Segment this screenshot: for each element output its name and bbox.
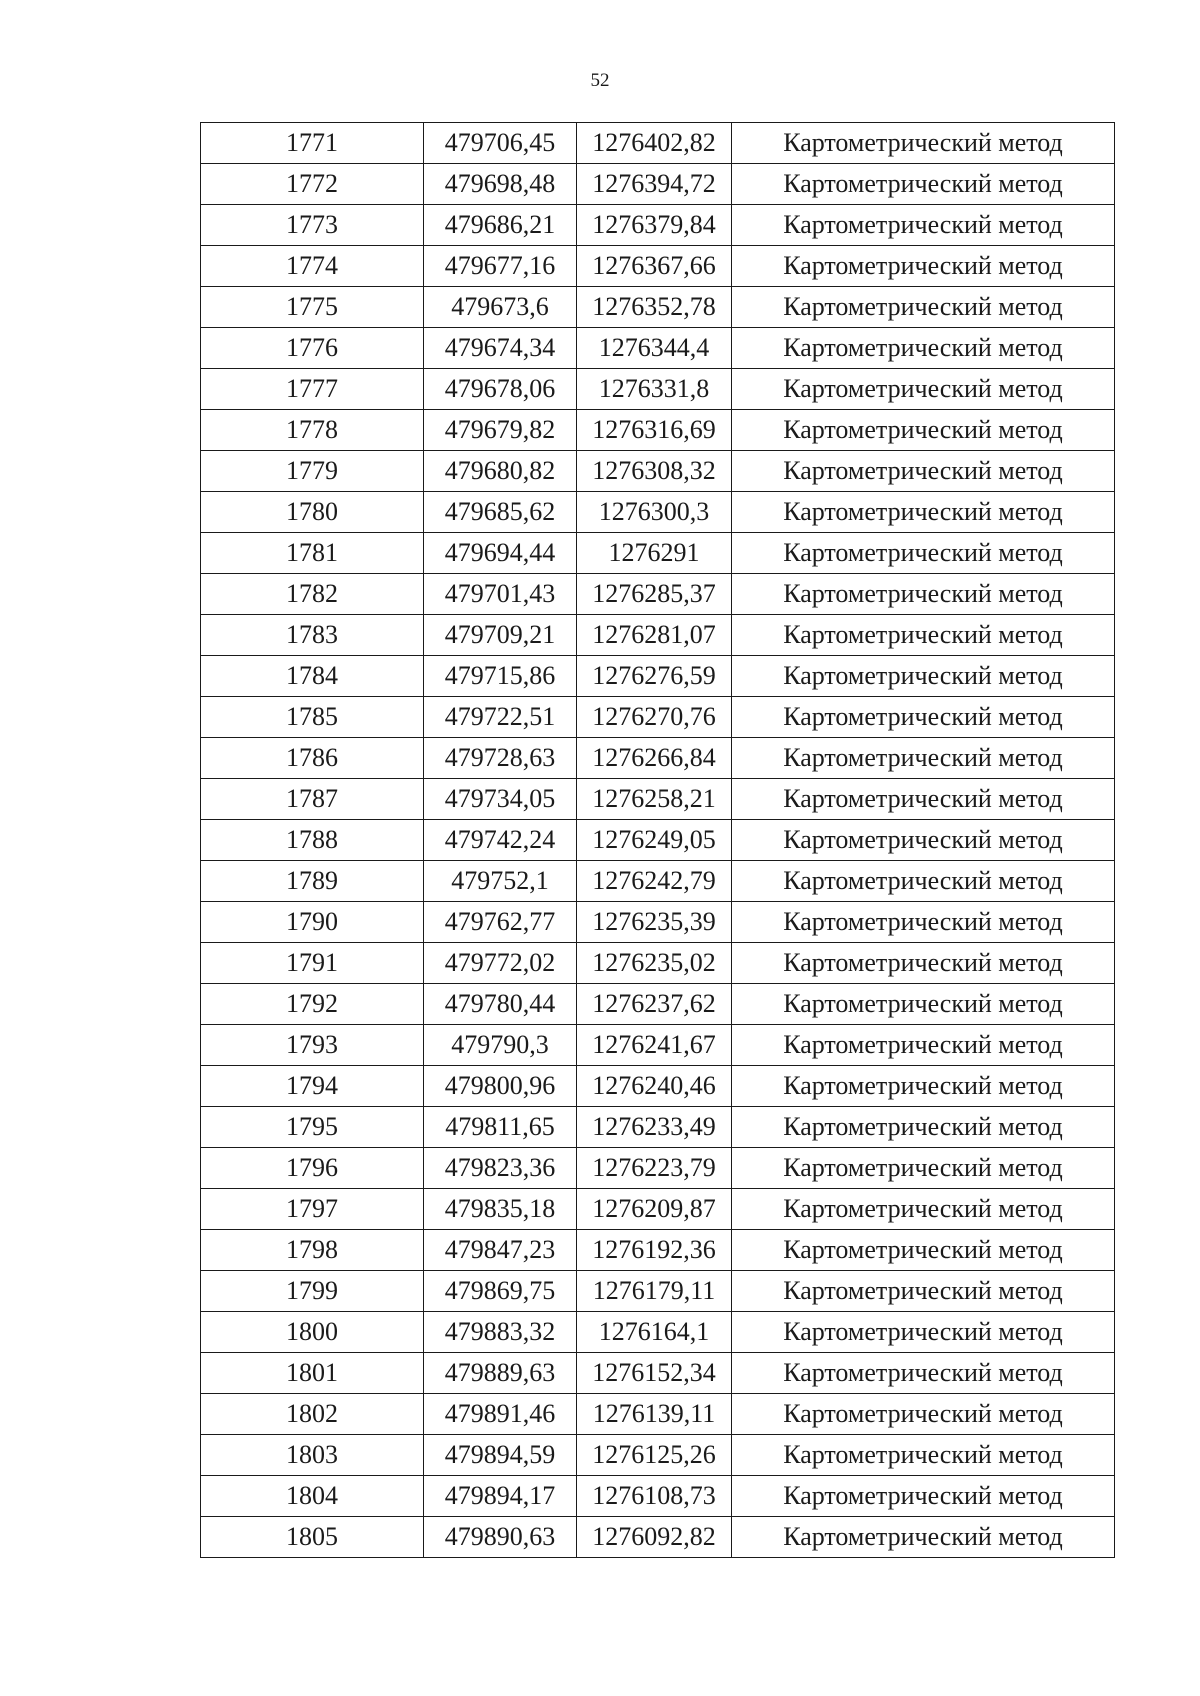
table-row — [201, 1271, 1115, 1312]
method-cell: Картометрический метод — [732, 1435, 1115, 1476]
table-row — [201, 1148, 1115, 1189]
point-number-cell: 1800 — [201, 1312, 424, 1353]
point-number-cell: 1781 — [201, 533, 424, 574]
table-row — [201, 984, 1115, 1025]
point-number-cell: 1797 — [201, 1189, 424, 1230]
point-number-cell: 1785 — [201, 697, 424, 738]
table-row — [201, 861, 1115, 902]
method-cell: Картометрический метод — [732, 943, 1115, 984]
y-coordinate-cell: 1276285,37 — [577, 574, 732, 615]
y-coordinate-cell: 1276237,62 — [577, 984, 732, 1025]
method-cell: Картометрический метод — [732, 1107, 1115, 1148]
point-number-cell: 1803 — [201, 1435, 424, 1476]
table-row — [201, 1476, 1115, 1517]
x-coordinate-cell: 479883,32 — [424, 1312, 577, 1353]
method-cell: Картометрический метод — [732, 861, 1115, 902]
table-row — [201, 287, 1115, 328]
x-coordinate-cell: 479780,44 — [424, 984, 577, 1025]
table-row — [201, 246, 1115, 287]
table-row — [201, 164, 1115, 205]
x-coordinate-cell: 479678,06 — [424, 369, 577, 410]
point-number-cell: 1774 — [201, 246, 424, 287]
x-coordinate-cell: 479869,75 — [424, 1271, 577, 1312]
table-row — [201, 1230, 1115, 1271]
point-number-cell: 1775 — [201, 287, 424, 328]
table-row — [201, 451, 1115, 492]
x-coordinate-cell: 479752,1 — [424, 861, 577, 902]
y-coordinate-cell: 1276240,46 — [577, 1066, 732, 1107]
x-coordinate-cell: 479674,34 — [424, 328, 577, 369]
y-coordinate-cell: 1276352,78 — [577, 287, 732, 328]
y-coordinate-cell: 1276241,67 — [577, 1025, 732, 1066]
x-coordinate-cell: 479890,63 — [424, 1517, 577, 1558]
point-number-cell: 1782 — [201, 574, 424, 615]
x-coordinate-cell: 479694,44 — [424, 533, 577, 574]
table-row — [201, 1517, 1115, 1558]
x-coordinate-cell: 479772,02 — [424, 943, 577, 984]
table-row — [201, 738, 1115, 779]
point-number-cell: 1780 — [201, 492, 424, 533]
table-row — [201, 1312, 1115, 1353]
point-number-cell: 1772 — [201, 164, 424, 205]
point-number-cell: 1791 — [201, 943, 424, 984]
table-row — [201, 1353, 1115, 1394]
page-number: 52 — [590, 70, 610, 91]
table-row — [201, 1025, 1115, 1066]
point-number-cell: 1802 — [201, 1394, 424, 1435]
table-row — [201, 533, 1115, 574]
x-coordinate-cell: 479715,86 — [424, 656, 577, 697]
point-number-cell: 1789 — [201, 861, 424, 902]
method-cell: Картометрический метод — [732, 574, 1115, 615]
y-coordinate-cell: 1276164,1 — [577, 1312, 732, 1353]
x-coordinate-cell: 479891,46 — [424, 1394, 577, 1435]
y-coordinate-cell: 1276249,05 — [577, 820, 732, 861]
method-cell: Картометрический метод — [732, 984, 1115, 1025]
y-coordinate-cell: 1276300,3 — [577, 492, 732, 533]
y-coordinate-cell: 1276179,11 — [577, 1271, 732, 1312]
coordinates-table — [200, 122, 1115, 1558]
x-coordinate-cell: 479722,51 — [424, 697, 577, 738]
method-cell: Картометрический метод — [732, 656, 1115, 697]
point-number-cell: 1776 — [201, 328, 424, 369]
x-coordinate-cell: 479701,43 — [424, 574, 577, 615]
method-cell: Картометрический метод — [732, 123, 1115, 164]
x-coordinate-cell: 479800,96 — [424, 1066, 577, 1107]
y-coordinate-cell: 1276242,79 — [577, 861, 732, 902]
table-row — [201, 205, 1115, 246]
coordinates-table-body — [201, 123, 1115, 1558]
point-number-cell: 1804 — [201, 1476, 424, 1517]
point-number-cell: 1783 — [201, 615, 424, 656]
point-number-cell: 1778 — [201, 410, 424, 451]
method-cell: Картометрический метод — [732, 820, 1115, 861]
table-row — [201, 656, 1115, 697]
table-row — [201, 123, 1115, 164]
method-cell: Картометрический метод — [732, 697, 1115, 738]
x-coordinate-cell: 479742,24 — [424, 820, 577, 861]
y-coordinate-cell: 1276308,32 — [577, 451, 732, 492]
point-number-cell: 1792 — [201, 984, 424, 1025]
point-number-cell: 1796 — [201, 1148, 424, 1189]
y-coordinate-cell: 1276394,72 — [577, 164, 732, 205]
table-row — [201, 1066, 1115, 1107]
x-coordinate-cell: 479679,82 — [424, 410, 577, 451]
x-coordinate-cell: 479673,6 — [424, 287, 577, 328]
point-number-cell: 1798 — [201, 1230, 424, 1271]
point-number-cell: 1784 — [201, 656, 424, 697]
point-number-cell: 1771 — [201, 123, 424, 164]
x-coordinate-cell: 479685,62 — [424, 492, 577, 533]
table-row — [201, 1107, 1115, 1148]
x-coordinate-cell: 479835,18 — [424, 1189, 577, 1230]
y-coordinate-cell: 1276233,49 — [577, 1107, 732, 1148]
method-cell: Картометрический метод — [732, 1476, 1115, 1517]
table-row — [201, 820, 1115, 861]
point-number-cell: 1801 — [201, 1353, 424, 1394]
y-coordinate-cell: 1276192,36 — [577, 1230, 732, 1271]
method-cell: Картометрический метод — [732, 164, 1115, 205]
method-cell: Картометрический метод — [732, 451, 1115, 492]
y-coordinate-cell: 1276125,26 — [577, 1435, 732, 1476]
x-coordinate-cell: 479811,65 — [424, 1107, 577, 1148]
point-number-cell: 1787 — [201, 779, 424, 820]
method-cell: Картометрический метод — [732, 615, 1115, 656]
x-coordinate-cell: 479709,21 — [424, 615, 577, 656]
table-row — [201, 697, 1115, 738]
y-coordinate-cell: 1276235,39 — [577, 902, 732, 943]
y-coordinate-cell: 1276258,21 — [577, 779, 732, 820]
y-coordinate-cell: 1276379,84 — [577, 205, 732, 246]
x-coordinate-cell: 479706,45 — [424, 123, 577, 164]
point-number-cell: 1779 — [201, 451, 424, 492]
point-number-cell: 1794 — [201, 1066, 424, 1107]
method-cell: Картометрический метод — [732, 1271, 1115, 1312]
table-row — [201, 615, 1115, 656]
x-coordinate-cell: 479734,05 — [424, 779, 577, 820]
y-coordinate-cell: 1276331,8 — [577, 369, 732, 410]
method-cell: Картометрический метод — [732, 1148, 1115, 1189]
x-coordinate-cell: 479894,59 — [424, 1435, 577, 1476]
method-cell: Картометрический метод — [732, 287, 1115, 328]
x-coordinate-cell: 479762,77 — [424, 902, 577, 943]
x-coordinate-cell: 479680,82 — [424, 451, 577, 492]
method-cell: Картометрический метод — [732, 1025, 1115, 1066]
y-coordinate-cell: 1276092,82 — [577, 1517, 732, 1558]
y-coordinate-cell: 1276281,07 — [577, 615, 732, 656]
y-coordinate-cell: 1276266,84 — [577, 738, 732, 779]
method-cell: Картометрический метод — [732, 1394, 1115, 1435]
x-coordinate-cell: 479823,36 — [424, 1148, 577, 1189]
table-row — [201, 1435, 1115, 1476]
point-number-cell: 1795 — [201, 1107, 424, 1148]
point-number-cell: 1788 — [201, 820, 424, 861]
y-coordinate-cell: 1276276,59 — [577, 656, 732, 697]
table-row — [201, 410, 1115, 451]
point-number-cell: 1799 — [201, 1271, 424, 1312]
method-cell: Картометрический метод — [732, 1517, 1115, 1558]
method-cell: Картометрический метод — [732, 328, 1115, 369]
point-number-cell: 1805 — [201, 1517, 424, 1558]
y-coordinate-cell: 1276139,11 — [577, 1394, 732, 1435]
method-cell: Картометрический метод — [732, 205, 1115, 246]
y-coordinate-cell: 1276402,82 — [577, 123, 732, 164]
point-number-cell: 1773 — [201, 205, 424, 246]
x-coordinate-cell: 479728,63 — [424, 738, 577, 779]
table-row — [201, 328, 1115, 369]
method-cell: Картометрический метод — [732, 1189, 1115, 1230]
point-number-cell: 1786 — [201, 738, 424, 779]
x-coordinate-cell: 479677,16 — [424, 246, 577, 287]
method-cell: Картометрический метод — [732, 533, 1115, 574]
table-row — [201, 1394, 1115, 1435]
x-coordinate-cell: 479889,63 — [424, 1353, 577, 1394]
method-cell: Картометрический метод — [732, 1312, 1115, 1353]
table-row — [201, 574, 1115, 615]
y-coordinate-cell: 1276209,87 — [577, 1189, 732, 1230]
y-coordinate-cell: 1276152,34 — [577, 1353, 732, 1394]
method-cell: Картометрический метод — [732, 1230, 1115, 1271]
x-coordinate-cell: 479894,17 — [424, 1476, 577, 1517]
method-cell: Картометрический метод — [732, 492, 1115, 533]
y-coordinate-cell: 1276344,4 — [577, 328, 732, 369]
table-row — [201, 1189, 1115, 1230]
y-coordinate-cell: 1276108,73 — [577, 1476, 732, 1517]
y-coordinate-cell: 1276367,66 — [577, 246, 732, 287]
y-coordinate-cell: 1276223,79 — [577, 1148, 732, 1189]
table-row — [201, 943, 1115, 984]
method-cell: Картометрический метод — [732, 902, 1115, 943]
point-number-cell: 1777 — [201, 369, 424, 410]
point-number-cell: 1793 — [201, 1025, 424, 1066]
table-row — [201, 492, 1115, 533]
method-cell: Картометрический метод — [732, 738, 1115, 779]
y-coordinate-cell: 1276235,02 — [577, 943, 732, 984]
method-cell: Картометрический метод — [732, 779, 1115, 820]
table-row — [201, 779, 1115, 820]
method-cell: Картометрический метод — [732, 246, 1115, 287]
y-coordinate-cell: 1276316,69 — [577, 410, 732, 451]
method-cell: Картометрический метод — [732, 410, 1115, 451]
point-number-cell: 1790 — [201, 902, 424, 943]
table-row — [201, 902, 1115, 943]
x-coordinate-cell: 479698,48 — [424, 164, 577, 205]
x-coordinate-cell: 479790,3 — [424, 1025, 577, 1066]
y-coordinate-cell: 1276291 — [577, 533, 732, 574]
method-cell: Картометрический метод — [732, 1066, 1115, 1107]
x-coordinate-cell: 479847,23 — [424, 1230, 577, 1271]
table-row — [201, 369, 1115, 410]
method-cell: Картометрический метод — [732, 369, 1115, 410]
x-coordinate-cell: 479686,21 — [424, 205, 577, 246]
y-coordinate-cell: 1276270,76 — [577, 697, 732, 738]
method-cell: Картометрический метод — [732, 1353, 1115, 1394]
